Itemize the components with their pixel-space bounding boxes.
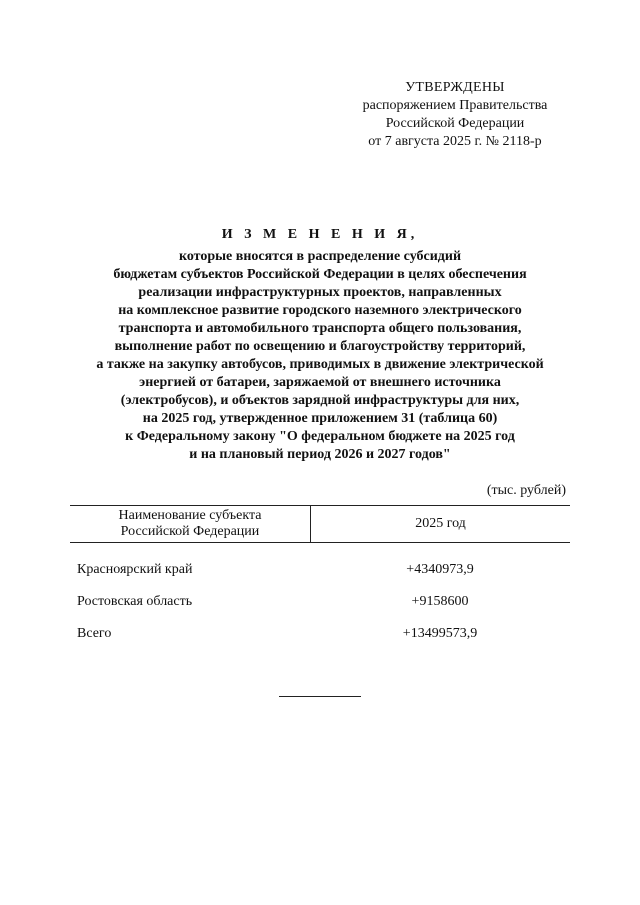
subtitle-line: выполнение работ по освещению и благоустройству территорий, [114,339,526,354]
subtitle-line: а также на закупку автобусов, приводимых в движение электрической [96,357,544,372]
subtitle-line: к Федеральному закону "О федеральном бюджете на 2025 год [125,429,515,444]
header-region [70,506,311,542]
table-row [77,560,570,592]
subtitle-line: энергией от батареи, заряжаемой от внешнего источника [139,375,501,390]
approval-heading: УТВЕРЖДЕНЫ [405,80,505,95]
table-body [77,560,570,656]
document-title: И З М Е Н Е Н И Я, [221,227,419,242]
subtitle-line: транспорта и автомобильного транспорта общего пользования, [118,321,522,336]
approval-line: Российской Федерации [385,116,525,131]
units-label: (тыс. рублей) [486,483,566,498]
subtitle-line: на комплексное развитие городского наземного электрического [118,303,522,318]
subtitle-line: которые вносятся в распределение субсидий [178,249,462,264]
subtitle-line: на 2025 год, утвержденное приложением 31 (таблица 60) [142,411,498,426]
header-region-line: Российской Федерации [120,524,260,539]
total-value: +13499573,9 [402,626,478,641]
region-name: Красноярский край [77,562,193,577]
document-title-block [40,226,600,464]
header-year: 2025 год [415,516,466,531]
header-region-line: Наименование субъекта [118,508,262,523]
approval-line: распоряжением Правительства [362,98,548,113]
table-row [77,592,570,624]
subtitle-line: и на плановый период 2026 и 2027 годов" [189,447,451,462]
region-value: +9158600 [411,594,469,609]
closing-divider [279,696,361,697]
subtitle-line: (электробусов), и объектов зарядной инфраструктуры для них, [120,393,520,408]
subtitle-line: бюджетам субъектов Российской Федерации в целях обеспечения [113,267,527,282]
approval-block [330,79,580,151]
subtitle-line: реализации инфраструктурных проектов, направленных [138,285,502,300]
region-name: Ростовская область [77,594,193,609]
total-label: Всего [77,626,112,641]
region-value: +4340973,9 [406,562,474,577]
approval-line: от 7 августа 2025 г. № 2118-р [368,134,542,149]
table-header [70,505,570,543]
table-row-total [77,624,570,656]
